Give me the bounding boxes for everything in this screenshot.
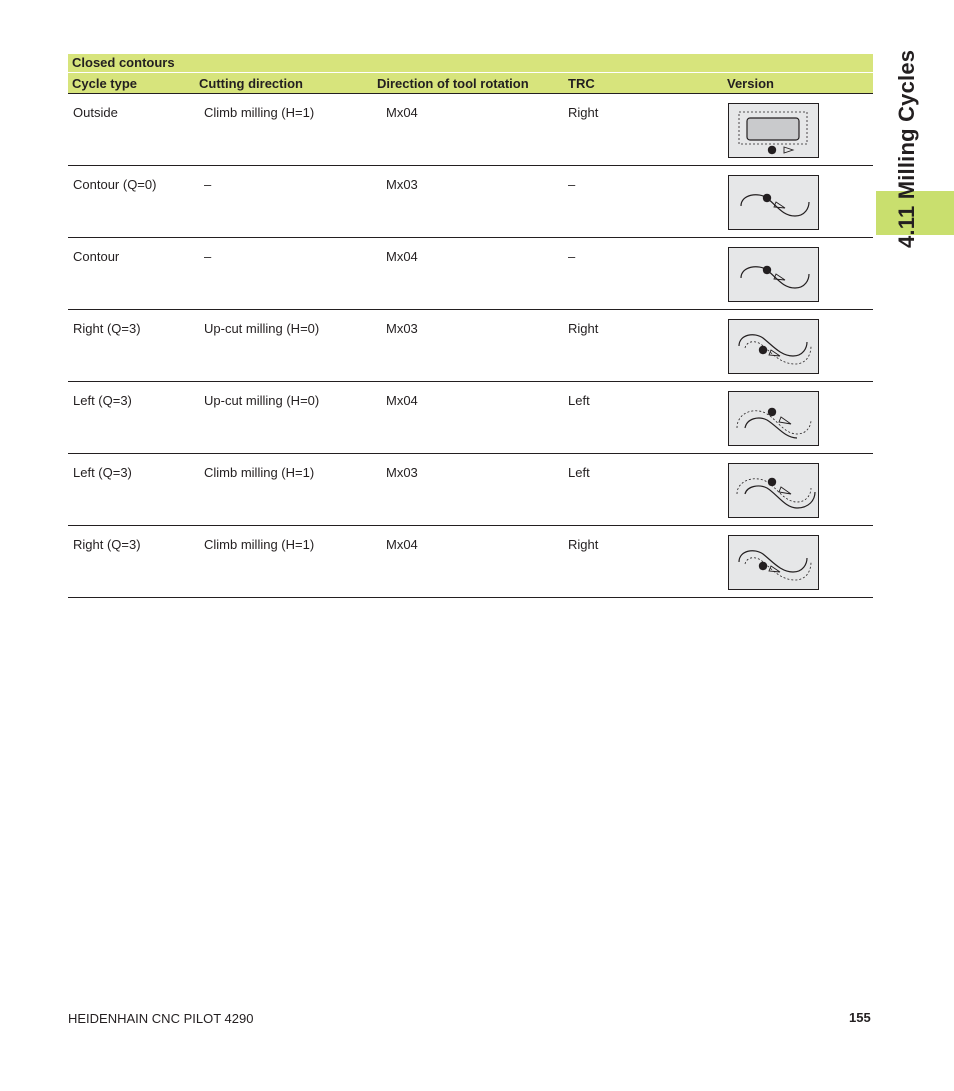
table-title: Closed contours xyxy=(68,54,873,73)
cutting-direction-cell: Climb milling (H=1) xyxy=(204,105,315,120)
table-row xyxy=(68,166,873,238)
contour-diagram-icon xyxy=(729,176,818,229)
tool-rotation-cell: Mx04 xyxy=(386,537,418,552)
tool-rotation-cell: Mx03 xyxy=(386,177,418,192)
cutting-direction-cell: – xyxy=(204,249,212,264)
cycle-type-cell: Right (Q=3) xyxy=(73,321,141,336)
trc-cell: Left xyxy=(568,465,590,480)
right-offset-diagram xyxy=(728,535,819,590)
left-offset-diagram-icon xyxy=(729,464,818,517)
header-cutting-direction: Cutting direction xyxy=(199,76,303,91)
trc-cell: Right xyxy=(568,537,599,552)
manual-name: HEIDENHAIN CNC PILOT 4290 xyxy=(68,1011,254,1026)
right-offset-diagram-icon xyxy=(729,320,818,373)
cycle-type-cell: Left (Q=3) xyxy=(73,393,132,408)
cutting-direction-cell: Up-cut milling (H=0) xyxy=(204,321,320,336)
cycle-type-cell: Right (Q=3) xyxy=(73,537,141,552)
chapter-title: 4.11 Milling Cycles xyxy=(894,49,919,248)
left-offset-diagram-icon xyxy=(729,392,818,445)
table-row xyxy=(68,526,873,598)
table-row xyxy=(68,238,873,310)
cycle-type-cell: Contour (Q=0) xyxy=(73,177,157,192)
tool-rotation-cell: Mx04 xyxy=(386,249,418,264)
right-offset-diagram xyxy=(728,319,819,374)
header-cycle-type: Cycle type xyxy=(72,76,138,91)
trc-cell: – xyxy=(568,177,576,192)
table-row xyxy=(68,382,873,454)
cutting-direction-cell: Up-cut milling (H=0) xyxy=(204,393,320,408)
outside-rectangle-diagram xyxy=(728,103,819,158)
table-row xyxy=(68,454,873,526)
cutting-direction-cell: Climb milling (H=1) xyxy=(204,537,315,552)
contour-diagram-icon xyxy=(729,248,818,301)
cycle-type-cell: Outside xyxy=(73,105,118,120)
outside-rectangle-diagram-icon xyxy=(729,104,818,157)
trc-cell: – xyxy=(568,249,576,264)
tool-rotation-cell: Mx03 xyxy=(386,465,418,480)
tool-rotation-cell: Mx03 xyxy=(386,321,418,336)
tool-rotation-cell: Mx04 xyxy=(386,105,418,120)
table-header xyxy=(68,73,873,94)
header-tool-rotation: Direction of tool rotation xyxy=(377,76,529,91)
trc-cell: Right xyxy=(568,321,599,336)
table-row xyxy=(68,310,873,382)
cycle-type-cell: Left (Q=3) xyxy=(73,465,132,480)
contour-diagram xyxy=(728,175,819,230)
cutting-direction-cell: – xyxy=(204,177,212,192)
left-offset-diagram xyxy=(728,463,819,518)
contour-diagram xyxy=(728,247,819,302)
tool-rotation-cell: Mx04 xyxy=(386,393,418,408)
right-offset-diagram-icon xyxy=(729,536,818,589)
header-trc: TRC xyxy=(568,76,595,91)
cycle-type-cell: Contour xyxy=(73,249,120,264)
closed-contours-table xyxy=(68,54,873,598)
page-number: 155 xyxy=(849,1010,871,1025)
table-row xyxy=(68,94,873,166)
header-version: Version xyxy=(727,76,774,91)
trc-cell: Left xyxy=(568,393,590,408)
left-offset-diagram xyxy=(728,391,819,446)
cutting-direction-cell: Climb milling (H=1) xyxy=(204,465,315,480)
trc-cell: Right xyxy=(568,105,599,120)
